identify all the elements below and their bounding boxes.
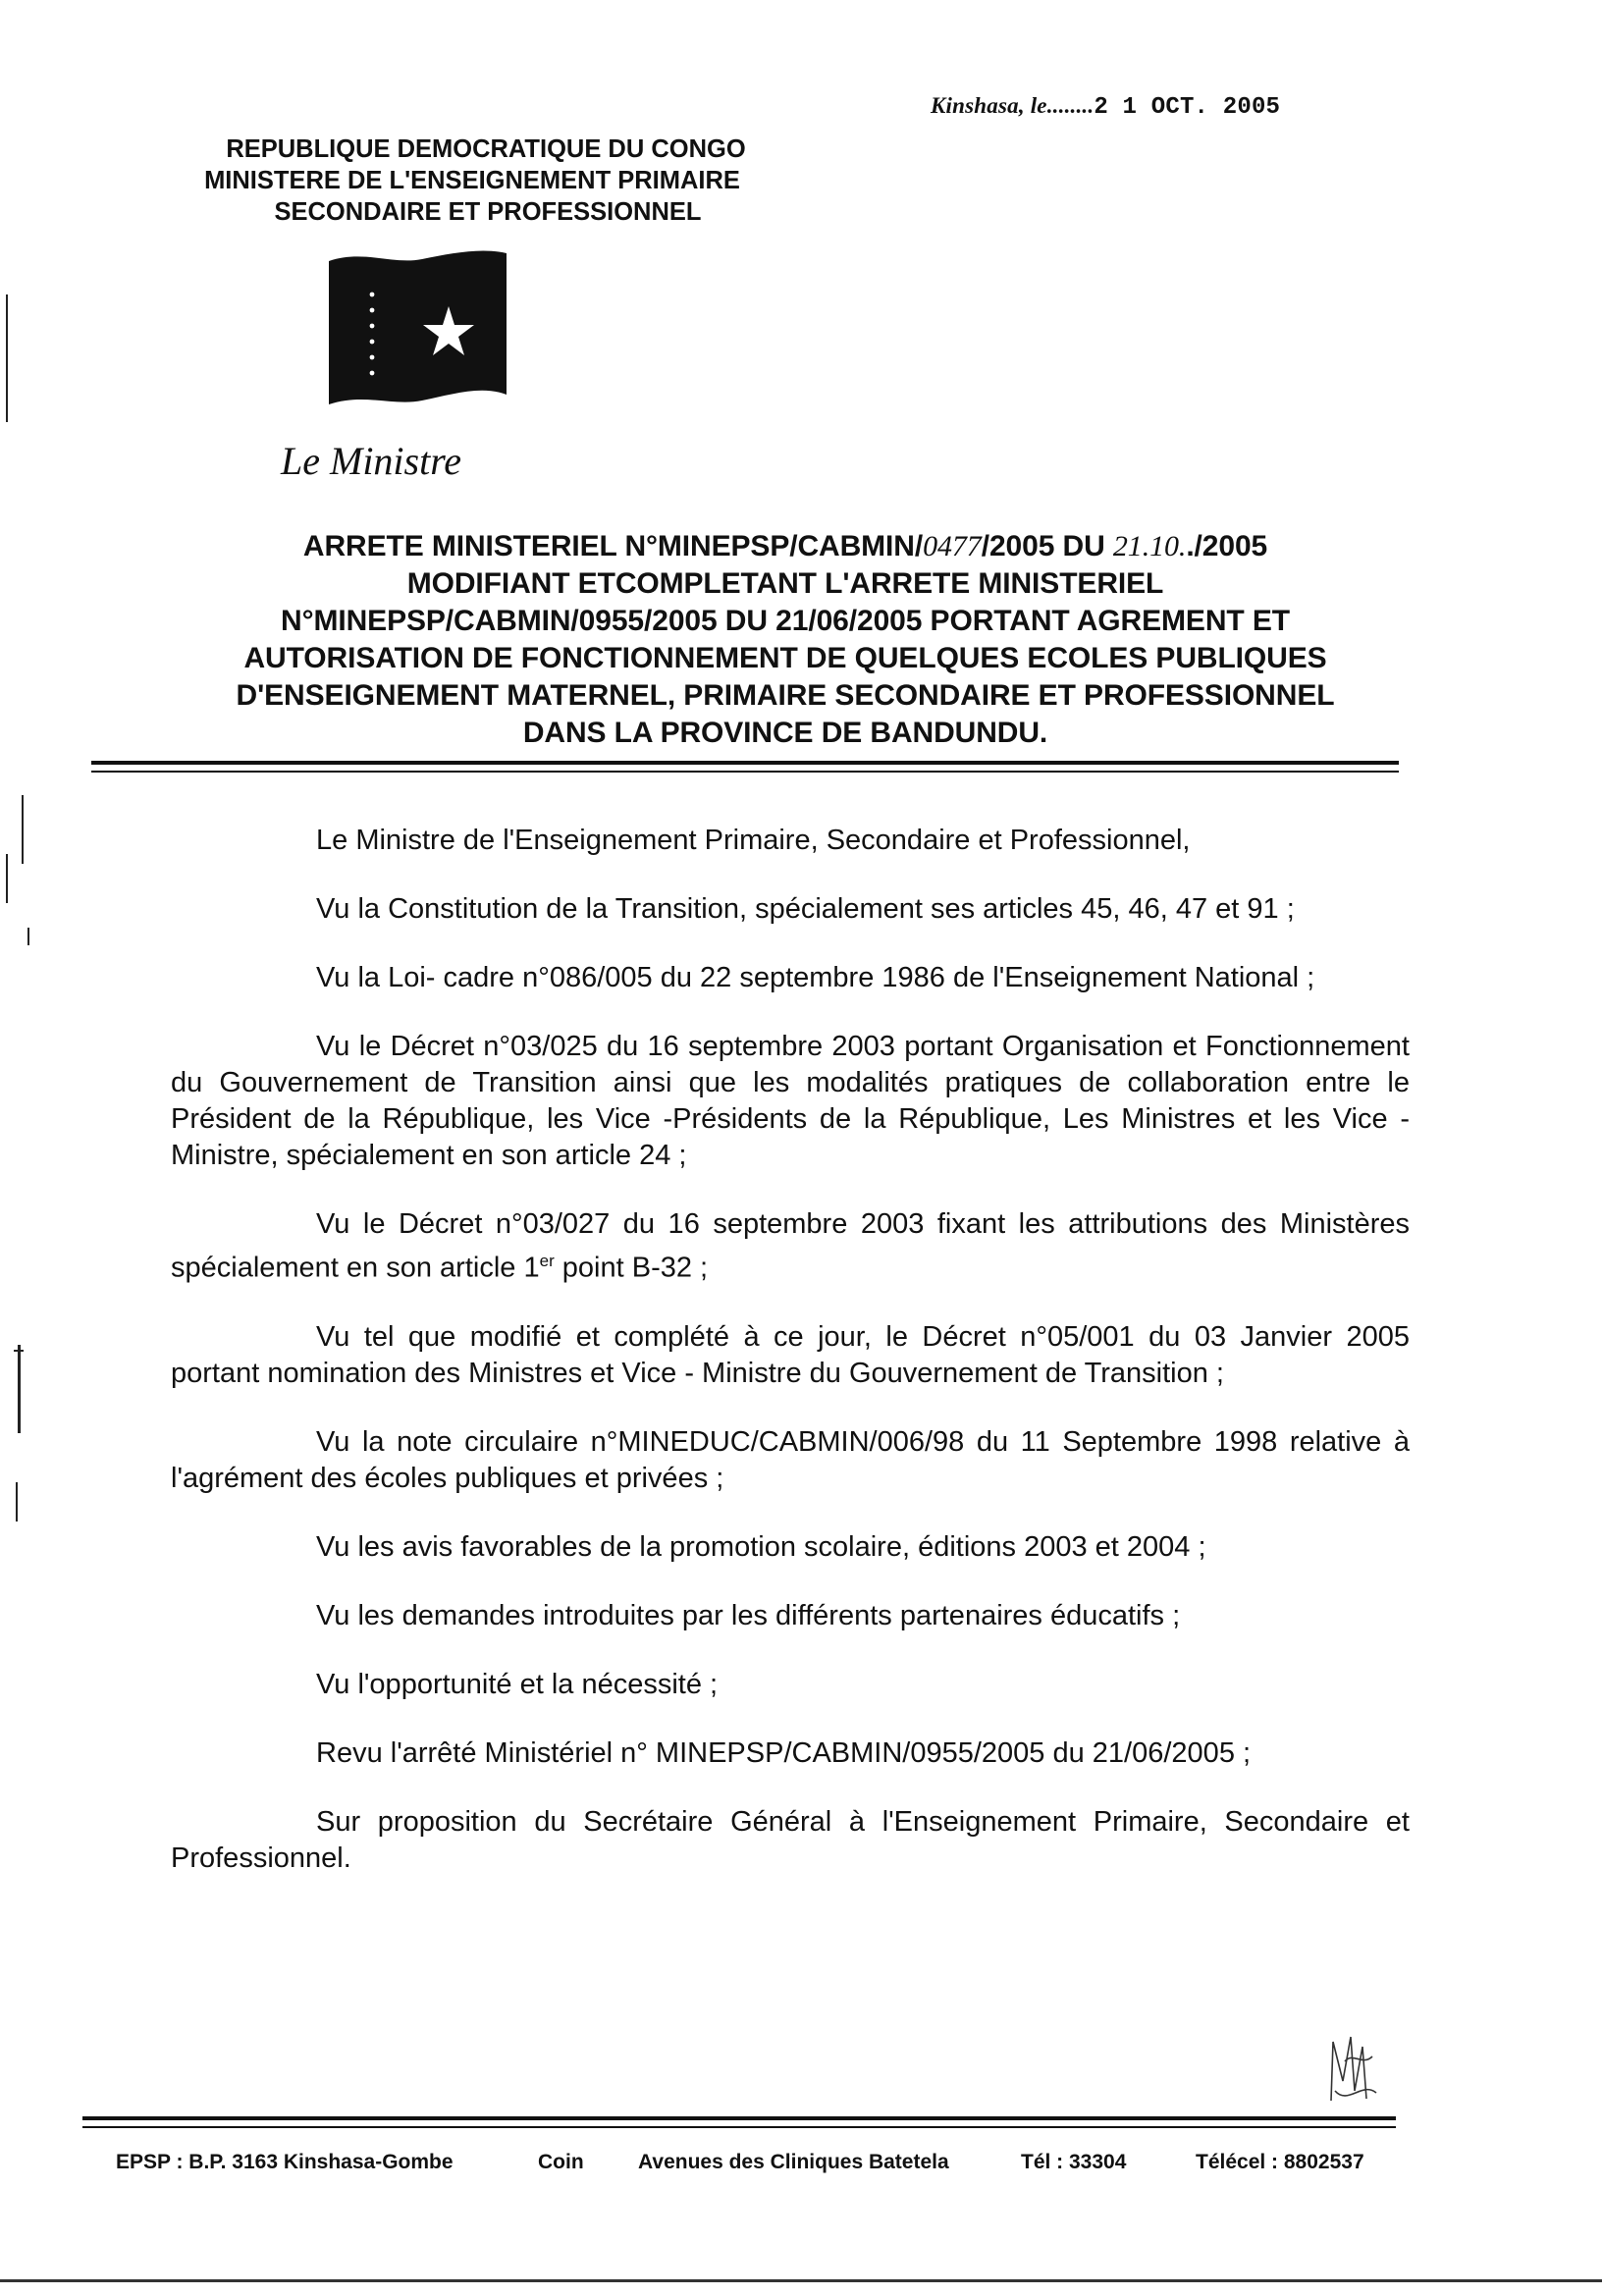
minister-title: Le Ministre: [281, 439, 462, 483]
paragraph-revu: Revu l'arrêté Ministériel n° MINEPSP/CABMIN/0955/2005 du 21/06/2005 ;: [316, 1736, 1252, 1769]
title-rule: [91, 761, 1399, 765]
footer-telecel: Télécel : 8802537: [1196, 2151, 1364, 2173]
footer-avenues: Avenues des Cliniques Batetela: [638, 2151, 949, 2173]
decret-027-text: Vu le Décret n°03/027 du 16 septembre 2003 fixant les attributions des Ministères spécialement en son article 1: [171, 1208, 1410, 1284]
arrete-line-3: N°MINEPSP/CABMIN/0955/2005 DU 21/06/2005 PORTANT AGREMENT ET: [281, 605, 1290, 637]
paragraph-opportunite: Vu l'opportunité et la nécessité ;: [316, 1668, 719, 1700]
letterhead: [162, 133, 810, 228]
header-ministry-cont: SECONDAIRE ET PROFESSIONNEL: [274, 198, 702, 226]
paragraph-demandes: Vu les demandes introduites par les différents partenaires éducatifs ;: [316, 1599, 1181, 1631]
scan-bottom-edge: [0, 2279, 1602, 2282]
arrete-line-4: AUTORISATION DE FONCTIONNEMENT DE QUELQUES ECOLES PUBLIQUES: [243, 642, 1327, 674]
paragraph-decret-001: Vu tel que modifié et complété à ce jour, le Décret n°05/001 du 03 Janvier 2005 portant nomination des Ministres et Vice - Ministre du Gouvernement de Transition ;: [171, 1320, 1410, 1389]
arrete-line-1: [147, 528, 1423, 565]
paragraph-proposition: Sur proposition du Secrétaire Général à l'Enseignement Primaire, Secondaire et Professionnel.: [171, 1805, 1410, 1874]
arrete-number-handwritten: 0477: [923, 530, 982, 562]
footer-address: EPSP : B.P. 3163 Kinshasa-Gombe: [116, 2151, 454, 2173]
paragraph-decret-025: Vu le Décret n°03/025 du 16 septembre 2003 portant Organisation et Fonctionnement du Gouvernement de Transition ainsi que les modalités pratiques de collaboration entre le Président de la République, les Vice -Présidents de la République, Les Ministres et les Vice - Ministre, spécialement en son article 24 ;: [171, 1031, 1410, 1171]
arrete-date-handwritten: 21.10.: [1112, 530, 1187, 562]
date-dots: ........: [1046, 93, 1095, 118]
arrete-line-2: MODIFIANT ETCOMPLETANT L'ARRETE MINISTERIEL: [406, 567, 1164, 600]
decret-027-text-end: point B-32 ;: [554, 1252, 709, 1284]
title-rule-thin: [91, 771, 1399, 773]
decret-027-superscript: er: [539, 1252, 555, 1270]
footer-tel: Tél : 33304: [1021, 2151, 1127, 2173]
footer-rule: [82, 2116, 1396, 2120]
arrete-line-5: D'ENSEIGNEMENT MATERNEL, PRIMAIRE SECONDAIRE ET PROFESSIONNEL: [236, 679, 1335, 712]
paragraph-constitution: Vu la Constitution de la Transition, spécialement ses articles 45, 46, 47 et 91 ;: [316, 893, 1295, 925]
paragraph-avis: Vu les avis favorables de la promotion scolaire, éditions 2003 et 2004 ;: [316, 1530, 1206, 1563]
date-line: [931, 93, 1280, 121]
arrete-title: [147, 528, 1423, 752]
arrete-line-6: DANS LA PROVINCE DE BANDUNDU.: [522, 717, 1048, 749]
footer-rule-thin: [82, 2126, 1396, 2128]
paragraph-note-circulaire: Vu la note circulaire n°MINEDUC/CABMIN/006/98 du 11 Septembre 1998 relative à l'agrément des écoles publiques et privées ;: [171, 1425, 1410, 1494]
arrete-ref-end: ./2005: [1186, 530, 1268, 562]
header-ministry: MINISTERE DE L'ENSEIGNEMENT PRIMAIRE: [204, 167, 740, 194]
arrete-ref-prefix: ARRETE MINISTERIEL N°MINEPSP/CABMIN/: [302, 530, 924, 562]
paragraph-loi-cadre: Vu la Loi- cadre n°086/005 du 22 septembre 1986 de l'Enseignement National ;: [316, 962, 1315, 993]
date-prefix: Kinshasa, le: [931, 93, 1047, 118]
footer-coin: Coin: [538, 2151, 584, 2173]
paragraph-preamble: Le Ministre de l'Enseignement Primaire, Secondaire et Professionnel,: [316, 825, 1191, 856]
document-body: [171, 823, 1410, 1877]
paragraph-decret-027: [171, 1206, 1410, 1287]
arrete-ref-mid: /2005 DU: [981, 530, 1113, 562]
handwritten-initials: [1323, 2022, 1382, 2110]
drc-flag-emblem: [324, 247, 510, 409]
header-country: REPUBLIQUE DEMOCRATIQUE DU CONGO: [226, 135, 746, 163]
date-handwritten: 2 1 OCT. 2005: [1094, 94, 1281, 121]
